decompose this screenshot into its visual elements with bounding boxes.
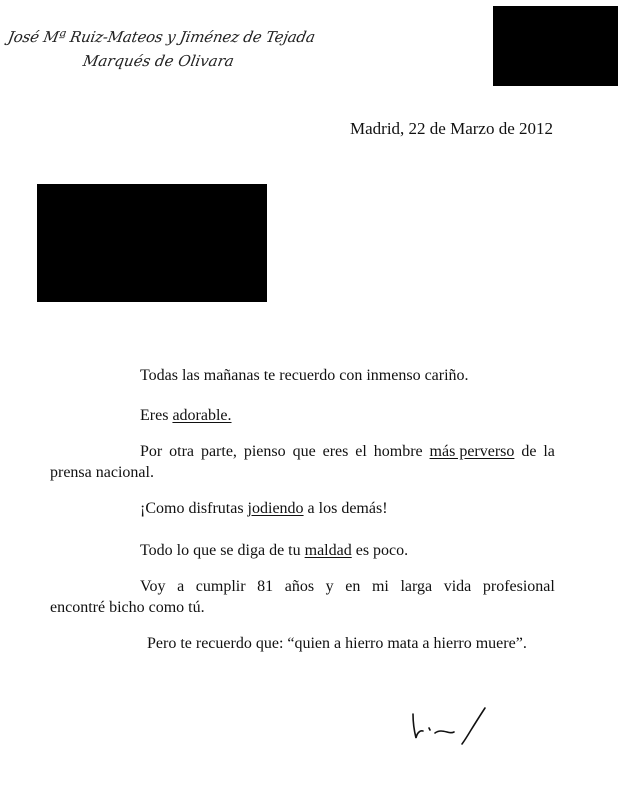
word: parte,	[200, 443, 237, 460]
word: de	[521, 443, 537, 460]
paragraph-5	[140, 540, 408, 561]
paragraph-5-pre: Todo lo que se diga de tu	[140, 542, 305, 559]
word: en	[345, 578, 361, 595]
letter-date: Madrid, 22 de Marzo de 2012	[350, 119, 554, 138]
paragraph-5-post: es poco.	[351, 542, 409, 559]
underlined-word-jodiendo: jodiendo	[247, 500, 304, 517]
paragraph-4	[140, 498, 388, 519]
word: mi	[371, 578, 389, 595]
paragraph-4-pre: ¡Como disfrutas	[140, 500, 248, 517]
paragraph-7-closing: Pero te recuerdo que: “quien a hierro mata a hierro muere”.	[147, 635, 527, 652]
paragraph-2	[140, 405, 232, 426]
paragraph-4-post: a los demás!	[303, 500, 388, 517]
redaction-block-top	[493, 6, 618, 86]
word: pienso	[243, 443, 286, 460]
paragraph-6-line-2: encontré bicho como tú.	[50, 599, 205, 616]
paragraph-2-text: Eres	[140, 407, 173, 424]
underlined-word-maldad: maldad	[304, 542, 352, 559]
word: profesional	[482, 578, 555, 595]
word: larga	[400, 578, 433, 595]
word: hombre	[373, 443, 423, 460]
word: otra	[169, 443, 195, 460]
paragraph-6	[50, 576, 555, 618]
underlined-word-adorable: adorable.	[172, 407, 232, 424]
letterhead-name: José Mª Ruiz-Mateos y Jiménez de Tejada	[6, 28, 317, 46]
word: y	[325, 578, 334, 595]
paragraph-3-line-2: prensa nacional.	[50, 464, 154, 481]
word: el	[355, 443, 367, 460]
paragraph-6-line-1	[50, 576, 555, 597]
word: cumplir	[195, 578, 246, 595]
redaction-block-recipient	[37, 184, 267, 302]
paragraph-1: Todas las mañanas te recuerdo con inmenso cariño.	[140, 367, 469, 384]
word: la	[543, 443, 555, 460]
underlined-phrase-mas-perverso: más perverso	[429, 443, 515, 460]
word: años	[284, 578, 315, 595]
word: vida	[443, 578, 472, 595]
word: que	[292, 443, 316, 460]
handwritten-signature	[405, 700, 495, 755]
word: Voy	[140, 578, 166, 595]
word: a	[177, 578, 185, 595]
word: eres	[322, 443, 349, 460]
word: 81	[257, 578, 274, 595]
paragraph-3	[50, 441, 555, 483]
letterhead-title: Marqués de Olivara	[81, 52, 236, 70]
paragraph-3-line-1	[50, 441, 555, 462]
word: Por	[140, 443, 163, 460]
